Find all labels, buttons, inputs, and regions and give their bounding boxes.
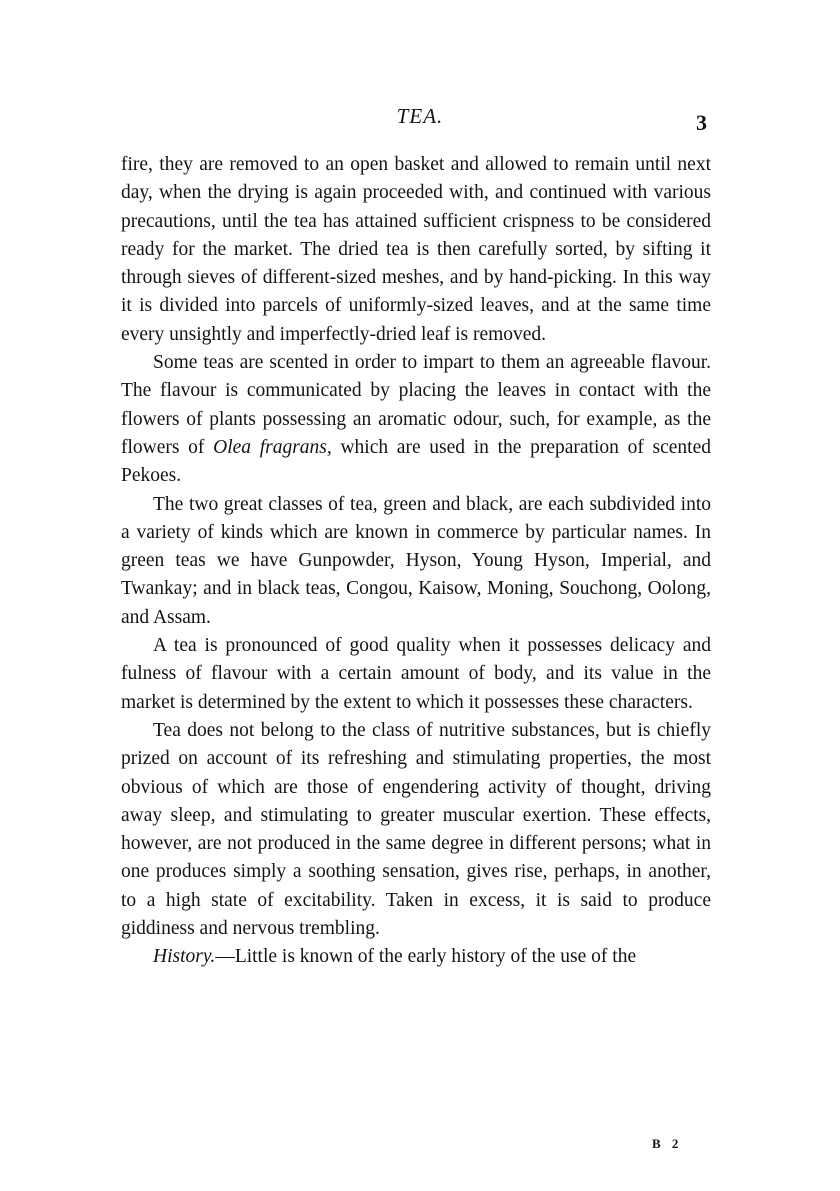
paragraph-text: Some teas are scented in order to impart to them an agreeable flavour. The flavour is communicated by placing the leaves in contact with the flowers of plants possessing an aromatic odour, such, for example, as the flowers of [121,352,711,458]
paragraph-text: A tea is pronounced of good quality when it possesses delicacy and fulness of flavour with a certain amount of body, and its value in the market is determined by the extent to which it possesses these characters. [121,635,711,713]
paragraph-text: The two great classes of tea, green and black, are each subdivided into a variety of kinds which are known in commerce by particular names. In green teas we have Gunpowder, Hyson, Young Hyson, Imperial, and Twankay; and in black teas, Congou, Kaisow, Moning, Souchong, Oolong, and Assam. [121,493,711,628]
paragraph-tea-classes [121,491,711,632]
running-title: TEA. [396,104,444,128]
paragraph-drying-continued [121,151,711,349]
paragraph-tea-effects [121,717,711,943]
page-number: 3 [696,110,707,135]
paragraph-text: fire, they are removed to an open basket and allowed to remain until next day, when the drying is again proceeded with, and continued with various precautions, until the tea has attained sufficient crispness to be considered ready for the market. The dried tea is then carefully sorted, by sifting it through sieves of different-sized meshes, and by hand-picking. In this way it is divided into parcels of uniformly-sized leaves, and at the same time every unsightly and imperfectly-dried leaf is removed. [121,154,711,345]
signature-mark: B 2 [652,1136,683,1151]
section-heading-history: History. [153,946,216,968]
paragraph-text: —Little is known of the early history of the use of the [215,946,637,968]
paragraph-text: Tea does not belong to the class of nutritive substances, but is chiefly prized on account of its refreshing and stimulating properties, the most obvious of which are those of engendering activity of thought, driving away sleep, and stimulating to greater muscular exertion. These effects, however, are not produced in the same degree in different persons; what in one produces simply a soothing sensation, gives rise, perhaps, in another, to a high state of excitability. Taken in excess, it is said to produce giddiness and nervous trembling. [121,719,711,940]
paragraph-history [121,943,711,971]
paragraph-tea-quality [121,632,711,717]
body-text [121,151,711,972]
paragraph-text: which are used in the preparation of scented Pekoes. [121,436,711,487]
paragraph-scented-teas [121,349,711,490]
species-name: Olea fragrans, [213,436,332,458]
